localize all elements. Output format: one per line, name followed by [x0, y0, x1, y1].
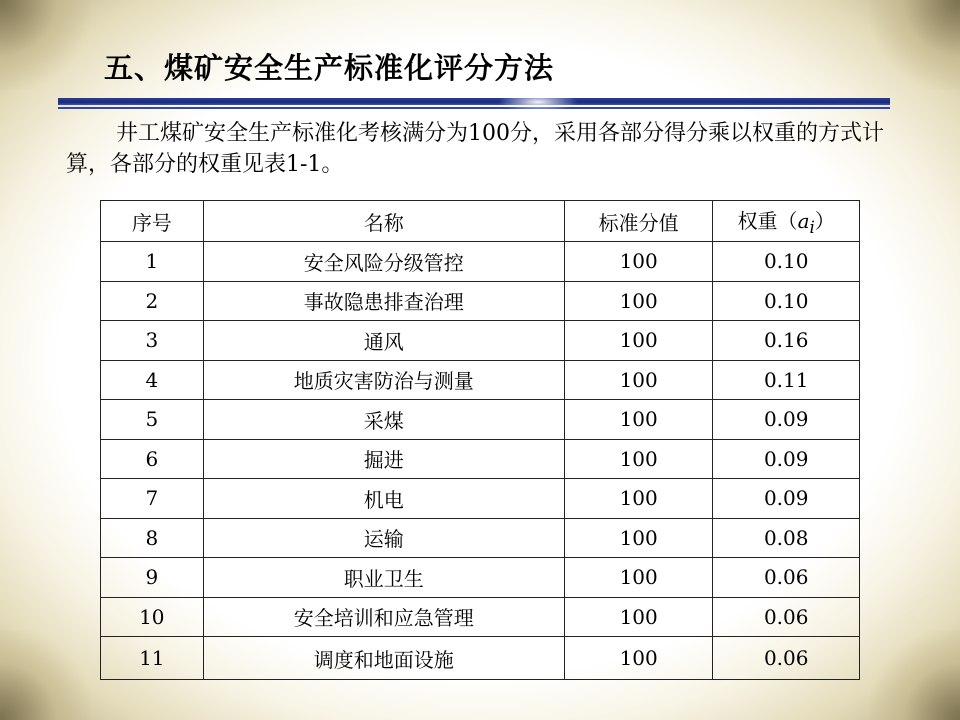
table-row — [101, 439, 860, 479]
cell-name: 掘进 — [203, 439, 564, 479]
cell-no: 6 — [101, 439, 204, 479]
header-score: 标准分值 — [564, 201, 712, 242]
header-no: 序号 — [101, 201, 204, 242]
table-row — [101, 242, 860, 282]
cell-score: 100 — [564, 518, 712, 558]
intro-text: 井工煤矿安全生产标准化考核满分为100分，采用各部分得分乘以权重的方式计算，各部分的权重见表1-1。 — [66, 121, 884, 177]
cell-no: 4 — [101, 360, 204, 400]
cell-name: 采煤 — [203, 400, 564, 440]
cell-weight: 0.11 — [713, 360, 860, 400]
cell-no: 1 — [101, 242, 204, 282]
cell-no: 2 — [101, 281, 204, 321]
table-row — [101, 558, 860, 598]
table-row — [101, 518, 860, 558]
table-row — [101, 281, 860, 321]
cell-no: 9 — [101, 558, 204, 598]
table-row — [101, 400, 860, 440]
cell-no: 11 — [101, 637, 204, 680]
cell-name: 调度和地面设施 — [203, 637, 564, 680]
cell-weight: 0.16 — [713, 321, 860, 361]
cell-weight: 0.06 — [713, 637, 860, 680]
header-weight-suffix: ） — [814, 209, 835, 233]
cell-no: 5 — [101, 400, 204, 440]
cell-name: 安全培训和应急管理 — [203, 597, 564, 637]
cell-score: 100 — [564, 281, 712, 321]
cell-score: 100 — [564, 479, 712, 519]
frame-corner — [870, 0, 960, 90]
cell-weight: 0.09 — [713, 400, 860, 440]
cell-score: 100 — [564, 360, 712, 400]
frame-corner — [0, 630, 90, 720]
frame-corner — [870, 630, 960, 720]
frame-corner — [0, 0, 90, 90]
cell-name: 安全风险分级管控 — [203, 242, 564, 282]
table-row — [101, 321, 860, 361]
weight-subscript: i — [809, 218, 815, 237]
cell-score: 100 — [564, 439, 712, 479]
table-row — [101, 360, 860, 400]
intro-paragraph — [66, 118, 886, 180]
cell-score: 100 — [564, 637, 712, 680]
header-weight — [713, 201, 860, 242]
cell-score: 100 — [564, 321, 712, 361]
cell-weight: 0.09 — [713, 479, 860, 519]
title-divider — [58, 98, 890, 110]
cell-name: 机电 — [203, 479, 564, 519]
cell-score: 100 — [564, 558, 712, 598]
table-row — [101, 637, 860, 680]
table-row — [101, 479, 860, 519]
table-row — [101, 597, 860, 637]
cell-no: 3 — [101, 321, 204, 361]
header-name: 名称 — [203, 201, 564, 242]
header-weight-prefix: 权重（ — [737, 209, 798, 233]
cell-no: 10 — [101, 597, 204, 637]
cell-no: 8 — [101, 518, 204, 558]
cell-name: 运输 — [203, 518, 564, 558]
cell-no: 7 — [101, 479, 204, 519]
cell-score: 100 — [564, 597, 712, 637]
cell-weight: 0.09 — [713, 439, 860, 479]
cell-weight: 0.06 — [713, 558, 860, 598]
cell-weight: 0.06 — [713, 597, 860, 637]
table-header-row — [101, 201, 860, 242]
cell-weight: 0.10 — [713, 242, 860, 282]
weights-table — [100, 200, 860, 680]
weight-symbol: a — [797, 209, 810, 233]
cell-name: 通风 — [203, 321, 564, 361]
cell-weight: 0.08 — [713, 518, 860, 558]
cell-weight: 0.10 — [713, 281, 860, 321]
cell-name: 事故隐患排查治理 — [203, 281, 564, 321]
cell-score: 100 — [564, 242, 712, 282]
cell-name: 职业卫生 — [203, 558, 564, 598]
cell-score: 100 — [564, 400, 712, 440]
cell-name: 地质灾害防治与测量 — [203, 360, 564, 400]
slide-title: 五、煤矿安全生产标准化评分方法 — [104, 51, 555, 85]
